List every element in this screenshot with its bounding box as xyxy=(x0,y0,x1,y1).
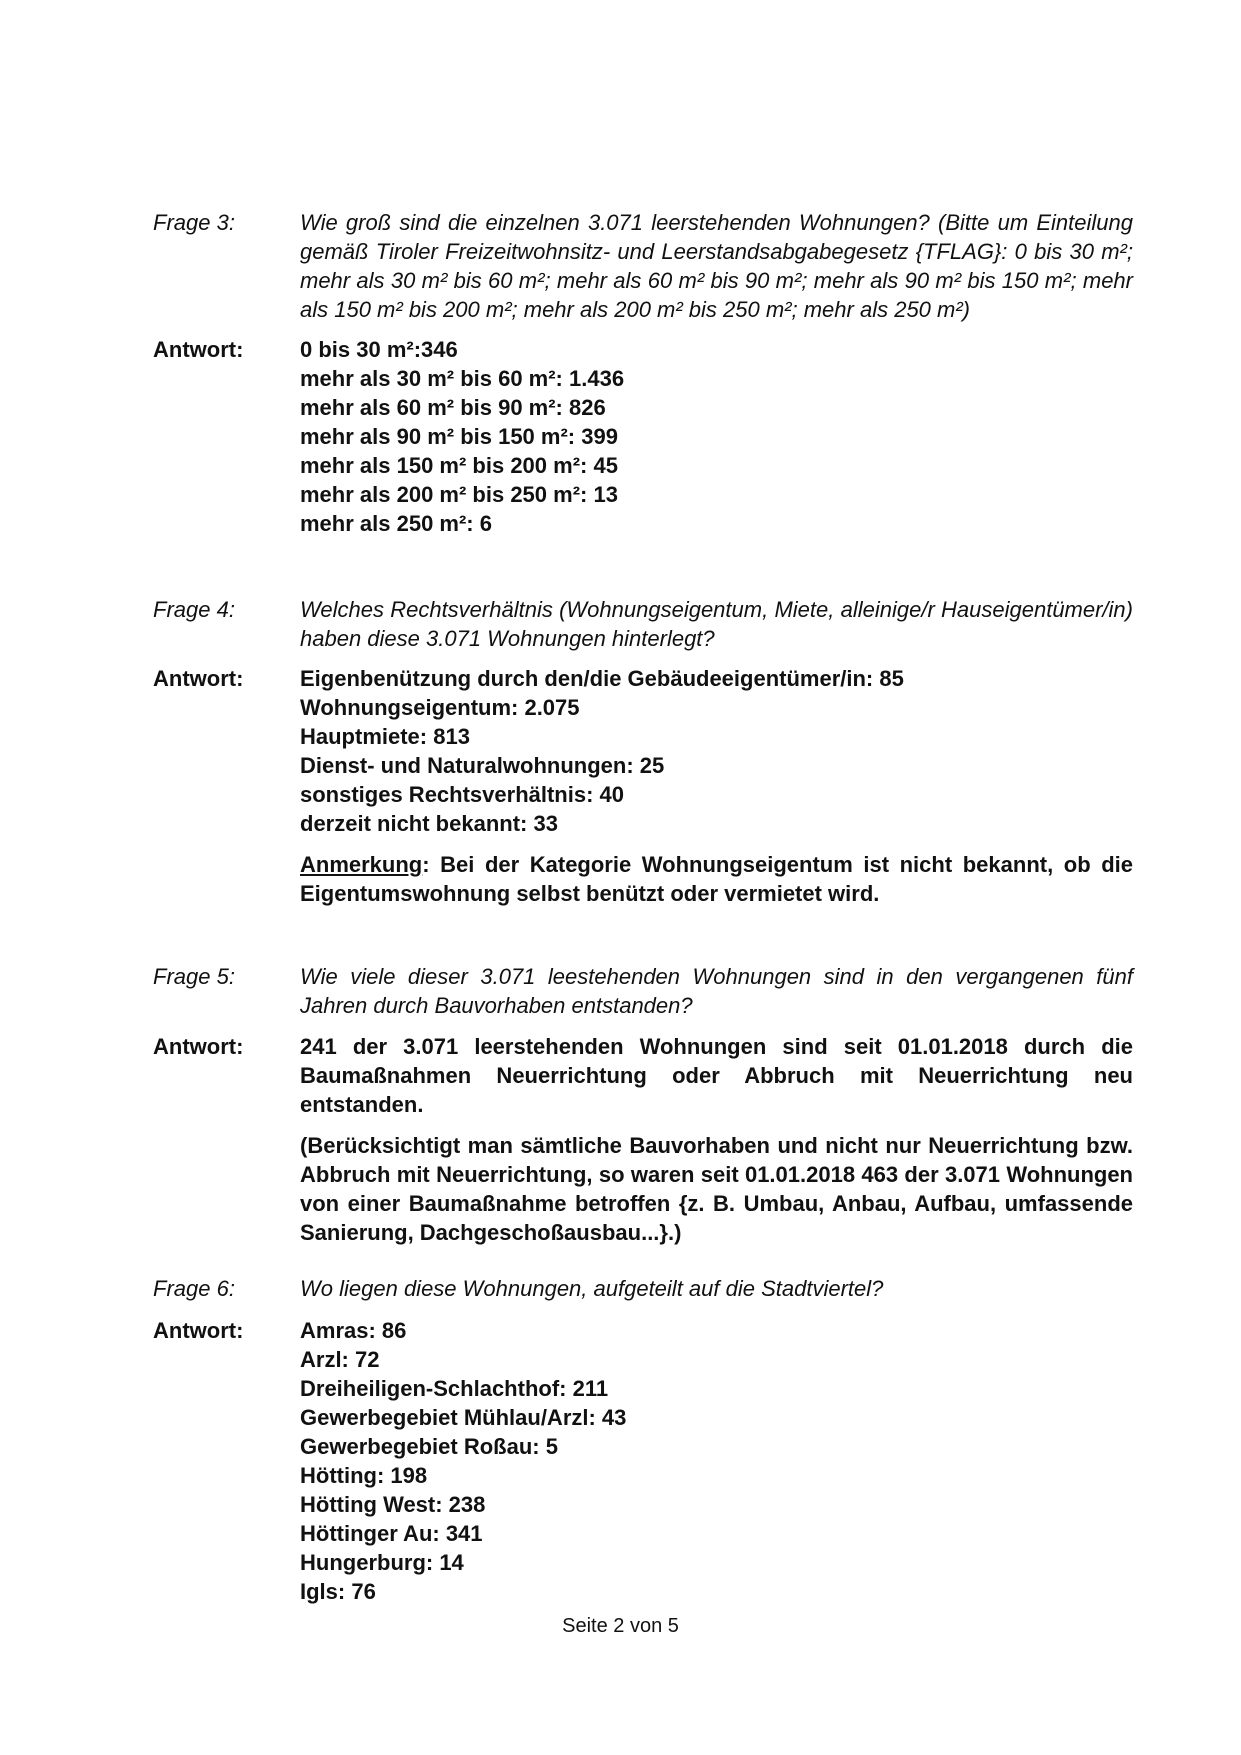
list-item: mehr als 150 m² bis 200 m²: 45 xyxy=(300,453,618,478)
list-item: Amras: 86 xyxy=(300,1318,407,1343)
answer-label: Antwort: xyxy=(153,1318,244,1343)
list-item: mehr als 250 m²: 6 xyxy=(300,511,492,536)
list-item: Hötting West: 238 xyxy=(300,1492,486,1517)
list-item: Hungerburg: 14 xyxy=(300,1550,464,1575)
answer-label: Antwort: xyxy=(153,337,244,362)
question-text: Wo liegen diese Wohnungen, aufgeteilt auf die Stadtviertel? xyxy=(300,1276,884,1301)
answer-6 xyxy=(153,1316,1133,1606)
list-item: mehr als 90 m² bis 150 m²: 399 xyxy=(300,424,618,449)
list-item: mehr als 200 m² bis 250 m²: 13 xyxy=(300,482,618,507)
answer-list xyxy=(300,664,1133,908)
answer-paragraph: (Berücksichtigt man sämtliche Bauvorhaben und nicht nur Neuerrichtung bzw. Abbruch mit Neuerrichtung, so waren seit 01.01.2018 463 der 3.071 Wohnungen von einer Baumaßnahme betroffen {z. B. Umbau, Anbau, Aufbau, umfassende Sanierung, Dachgeschoßausbau...}.) xyxy=(300,1133,1133,1245)
question-6 xyxy=(153,1274,1133,1303)
note-label: Anmerkung xyxy=(300,852,423,877)
answer-label: Antwort: xyxy=(153,666,244,691)
note-text: : Bei der Kategorie Wohnungseigentum ist nicht bekannt, ob die Eigentumswohnung selbst benützt oder vermietet wird. xyxy=(300,852,1133,906)
list-item: Igls: 76 xyxy=(300,1579,376,1604)
question-text: Wie viele dieser 3.071 leestehenden Wohnungen sind in den vergangenen fünf Jahren durch Bauvorhaben entstanden? xyxy=(300,964,1133,1018)
list-item: 0 bis 30 m²:346 xyxy=(300,337,458,362)
question-3 xyxy=(153,208,1133,324)
page-number: Seite 2 von 5 xyxy=(562,1615,679,1637)
answer-5 xyxy=(153,1032,1133,1247)
answer-note xyxy=(300,850,1133,908)
question-label: Frage 4: xyxy=(153,597,235,622)
answer-body xyxy=(300,1032,1133,1247)
list-item: mehr als 60 m² bis 90 m²: 826 xyxy=(300,395,606,420)
list-item: Höttinger Au: 341 xyxy=(300,1521,483,1546)
question-text: Welches Rechtsverhältnis (Wohnungseigentum, Miete, alleinige/r Hauseigentümer/in) haben diese 3.071 Wohnungen hinterlegt? xyxy=(300,597,1133,651)
question-label: Frage 3: xyxy=(153,210,235,235)
question-label: Frage 6: xyxy=(153,1276,235,1301)
answer-4 xyxy=(153,664,1133,908)
question-text: Wie groß sind die einzelnen 3.071 leerstehenden Wohnungen? (Bitte um Einteilung gemäß Tiroler Freizeitwohnsitz- und Leerstandsabgabegesetz {TFLAG}: 0 bis 30 m²; mehr als 30 m² bis 60 m²; mehr als 60 m² bis 90 m²; mehr als 90 m² bis 150 m²; mehr als 150 m² bis 200 m²; mehr als 200 m² bis 250 m²; mehr als 250 m²) xyxy=(300,210,1133,322)
list-item: Arzl: 72 xyxy=(300,1347,380,1372)
list-item: Gewerbegebiet Mühlau/Arzl: 43 xyxy=(300,1405,627,1430)
list-item: mehr als 30 m² bis 60 m²: 1.436 xyxy=(300,366,625,391)
answer-3 xyxy=(153,335,1133,538)
answer-paragraph: 241 der 3.071 leerstehenden Wohnungen sind seit 01.01.2018 durch die Baumaßnahmen Neuerrichtung oder Abbruch mit Neuerrichtung neu entstanden. xyxy=(300,1034,1133,1117)
answer-list xyxy=(300,1316,1133,1606)
answer-list xyxy=(300,335,1133,538)
list-item: Hauptmiete: 813 xyxy=(300,724,470,749)
question-4 xyxy=(153,595,1133,653)
answer-label: Antwort: xyxy=(153,1034,244,1059)
list-item: Eigenbenützung durch den/die Gebäudeeigentümer/in: 85 xyxy=(300,666,904,691)
list-item: Wohnungseigentum: 2.075 xyxy=(300,695,580,720)
list-item: Gewerbegebiet Roßau: 5 xyxy=(300,1434,558,1459)
list-item: sonstiges Rechtsverhältnis: 40 xyxy=(300,782,625,807)
list-item: Dreiheiligen-Schlachthof: 211 xyxy=(300,1376,609,1401)
question-5 xyxy=(153,962,1133,1020)
question-label: Frage 5: xyxy=(153,964,235,989)
list-item: Hötting: 198 xyxy=(300,1463,428,1488)
list-item: derzeit nicht bekannt: 33 xyxy=(300,811,558,836)
list-item: Dienst- und Naturalwohnungen: 25 xyxy=(300,753,665,778)
